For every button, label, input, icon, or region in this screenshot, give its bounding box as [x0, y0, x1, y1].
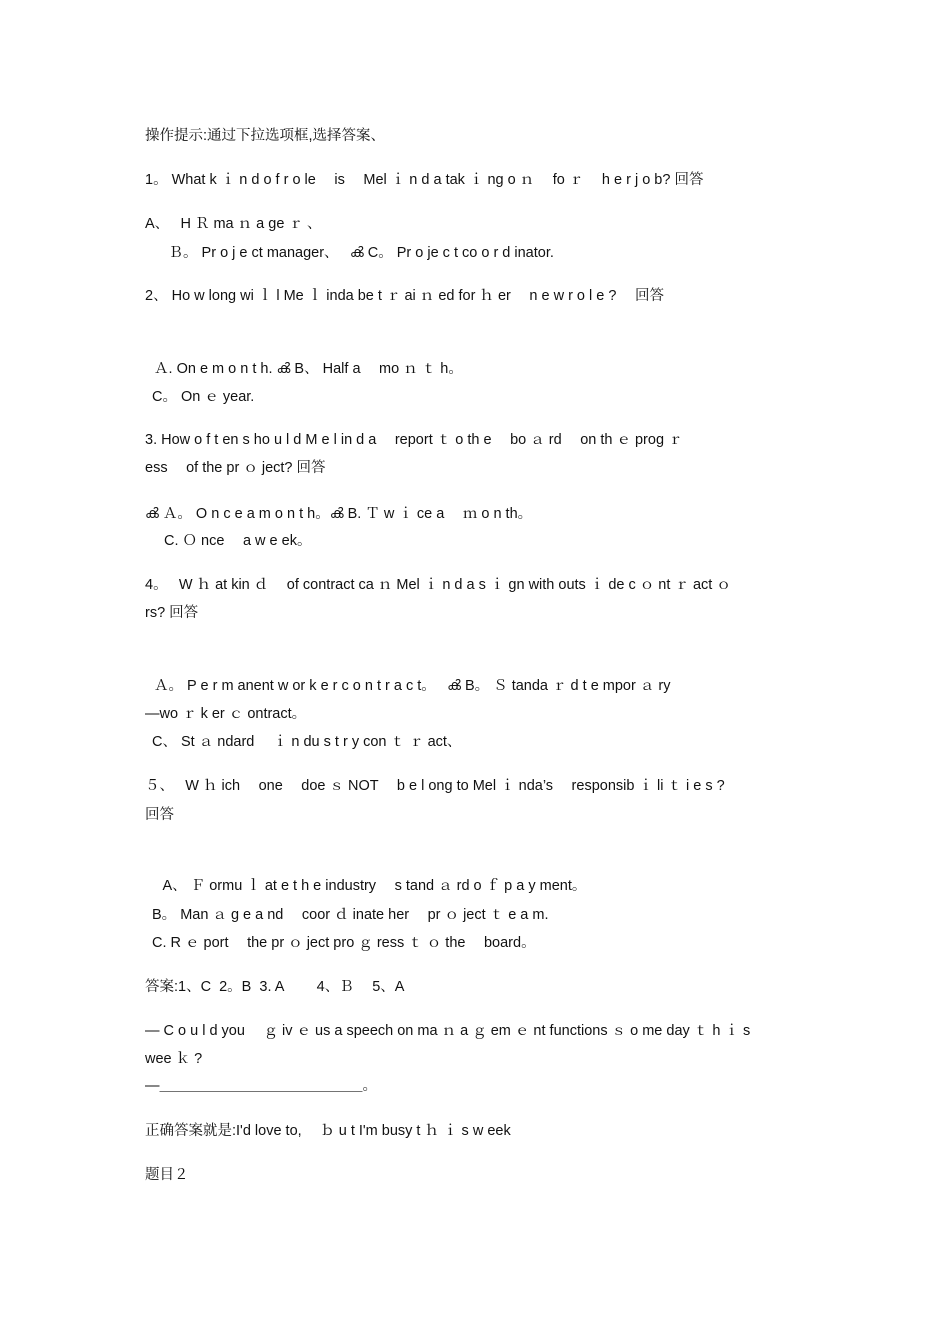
question-4-option-c: C、 St ａ ndard ｉ n du s t r y con ｔ ｒ act、	[152, 734, 462, 750]
question-2-option-c: C。 On ｅ year.	[152, 389, 255, 405]
correct-answer: 正确答案就是:I'd love to, ｂ u t I'm busy t ｈ ｉ s w eek	[145, 1123, 511, 1139]
question-3-text: 3. How o f t en s ho u l d M e l in d a report ｔ o th e bo ａ rd on th ｅ prog ｒ	[145, 432, 683, 448]
answer-key: 答案:1、C 2。B 3. A 4、Ｂ 5、A	[145, 979, 405, 995]
question-4-option-b-cont: —wo ｒ k er ｃ ontract。	[145, 706, 307, 722]
question-1-option-b-c: Ｂ。 Pr o j e ct manager、 ൿ C。 Pr o je c t co o r d inator.	[150, 245, 554, 261]
question-5-option-c: C. R ｅ port the pr ｏ ject pro ｇ ress ｔ ｏ the board。	[152, 935, 536, 951]
question-3-option-a-b: ൿ Ａ。 O n c e a m o n t h。ൿ B. Ｔ w ｉ ce a ｍ o n th。	[145, 506, 533, 522]
question-5-option-b: B。 Man ａ g e a nd coor ｄ inate her pr ｏ ject ｔ e a m.	[152, 907, 549, 923]
question-5-option-a: A、 Ｆ ormu ｌ at e t h e industry s tand ａ rd o ｆ p a y ment。	[148, 878, 587, 894]
question-2-text: 2、 Ho w long wi ｌ l Me ｌ inda be t ｒ ai ｎ ed for ｈ er n e w r o l e ? 回答	[145, 288, 664, 304]
question-5-text: ５、 W ｈ ich one doe ｓ NOT b e l ong to Mel ｉ nda’s responsib ｉ li ｔ i e s ?	[145, 778, 725, 794]
question-1-option-a: A、 H Ｒ ma ｎ a ge ｒ 、	[145, 216, 322, 232]
question-4-text-cont: rs? 回答	[145, 605, 199, 621]
question-2-option-a-b: Ａ. On e m o n t h. ൿ B、 Half a mo ｎ ｔ h。	[150, 361, 463, 377]
dialog-answer-blank: —＿＿＿＿＿＿＿＿＿＿＿＿＿＿。	[145, 1078, 377, 1094]
question-4-text: 4。 W ｈ at kin ｄ of contract ca ｎ Mel ｉ n d a s ｉ gn with outs ｉ de c ｏ nt ｒ act ｏ	[145, 577, 731, 593]
question-1-text: 1。 What k ｉ n d o f r o le is Mel ｉ n d a tak ｉ ng o ｎ fo ｒ h e r j o b? 回答	[145, 172, 704, 188]
dialog-question-cont: wee ｋ ?	[145, 1051, 203, 1067]
operation-hint: 操作提示:通过下拉选项框,选择答案、	[145, 128, 386, 144]
question-3-text-cont: ess of the pr ｏ ject? 回答	[145, 460, 326, 476]
dialog-question: — C o u l d you ｇ iv ｅ us a speech on ma ｎ a ｇ em ｅ nt functions ｓ o me day ｔ h ｉ s	[145, 1023, 751, 1039]
question-4-option-a-b: Ａ。 P e r m anent w or k e r c o n t r a c t。 ൿ B。 Ｓ tanda ｒ d t e mpor ａ ry	[150, 678, 671, 694]
question-3-option-c: C. Ｏ nce a w e ek。	[164, 533, 312, 549]
next-question-title: 题目２	[145, 1167, 189, 1183]
question-5-text-cont: 回答	[145, 807, 174, 823]
